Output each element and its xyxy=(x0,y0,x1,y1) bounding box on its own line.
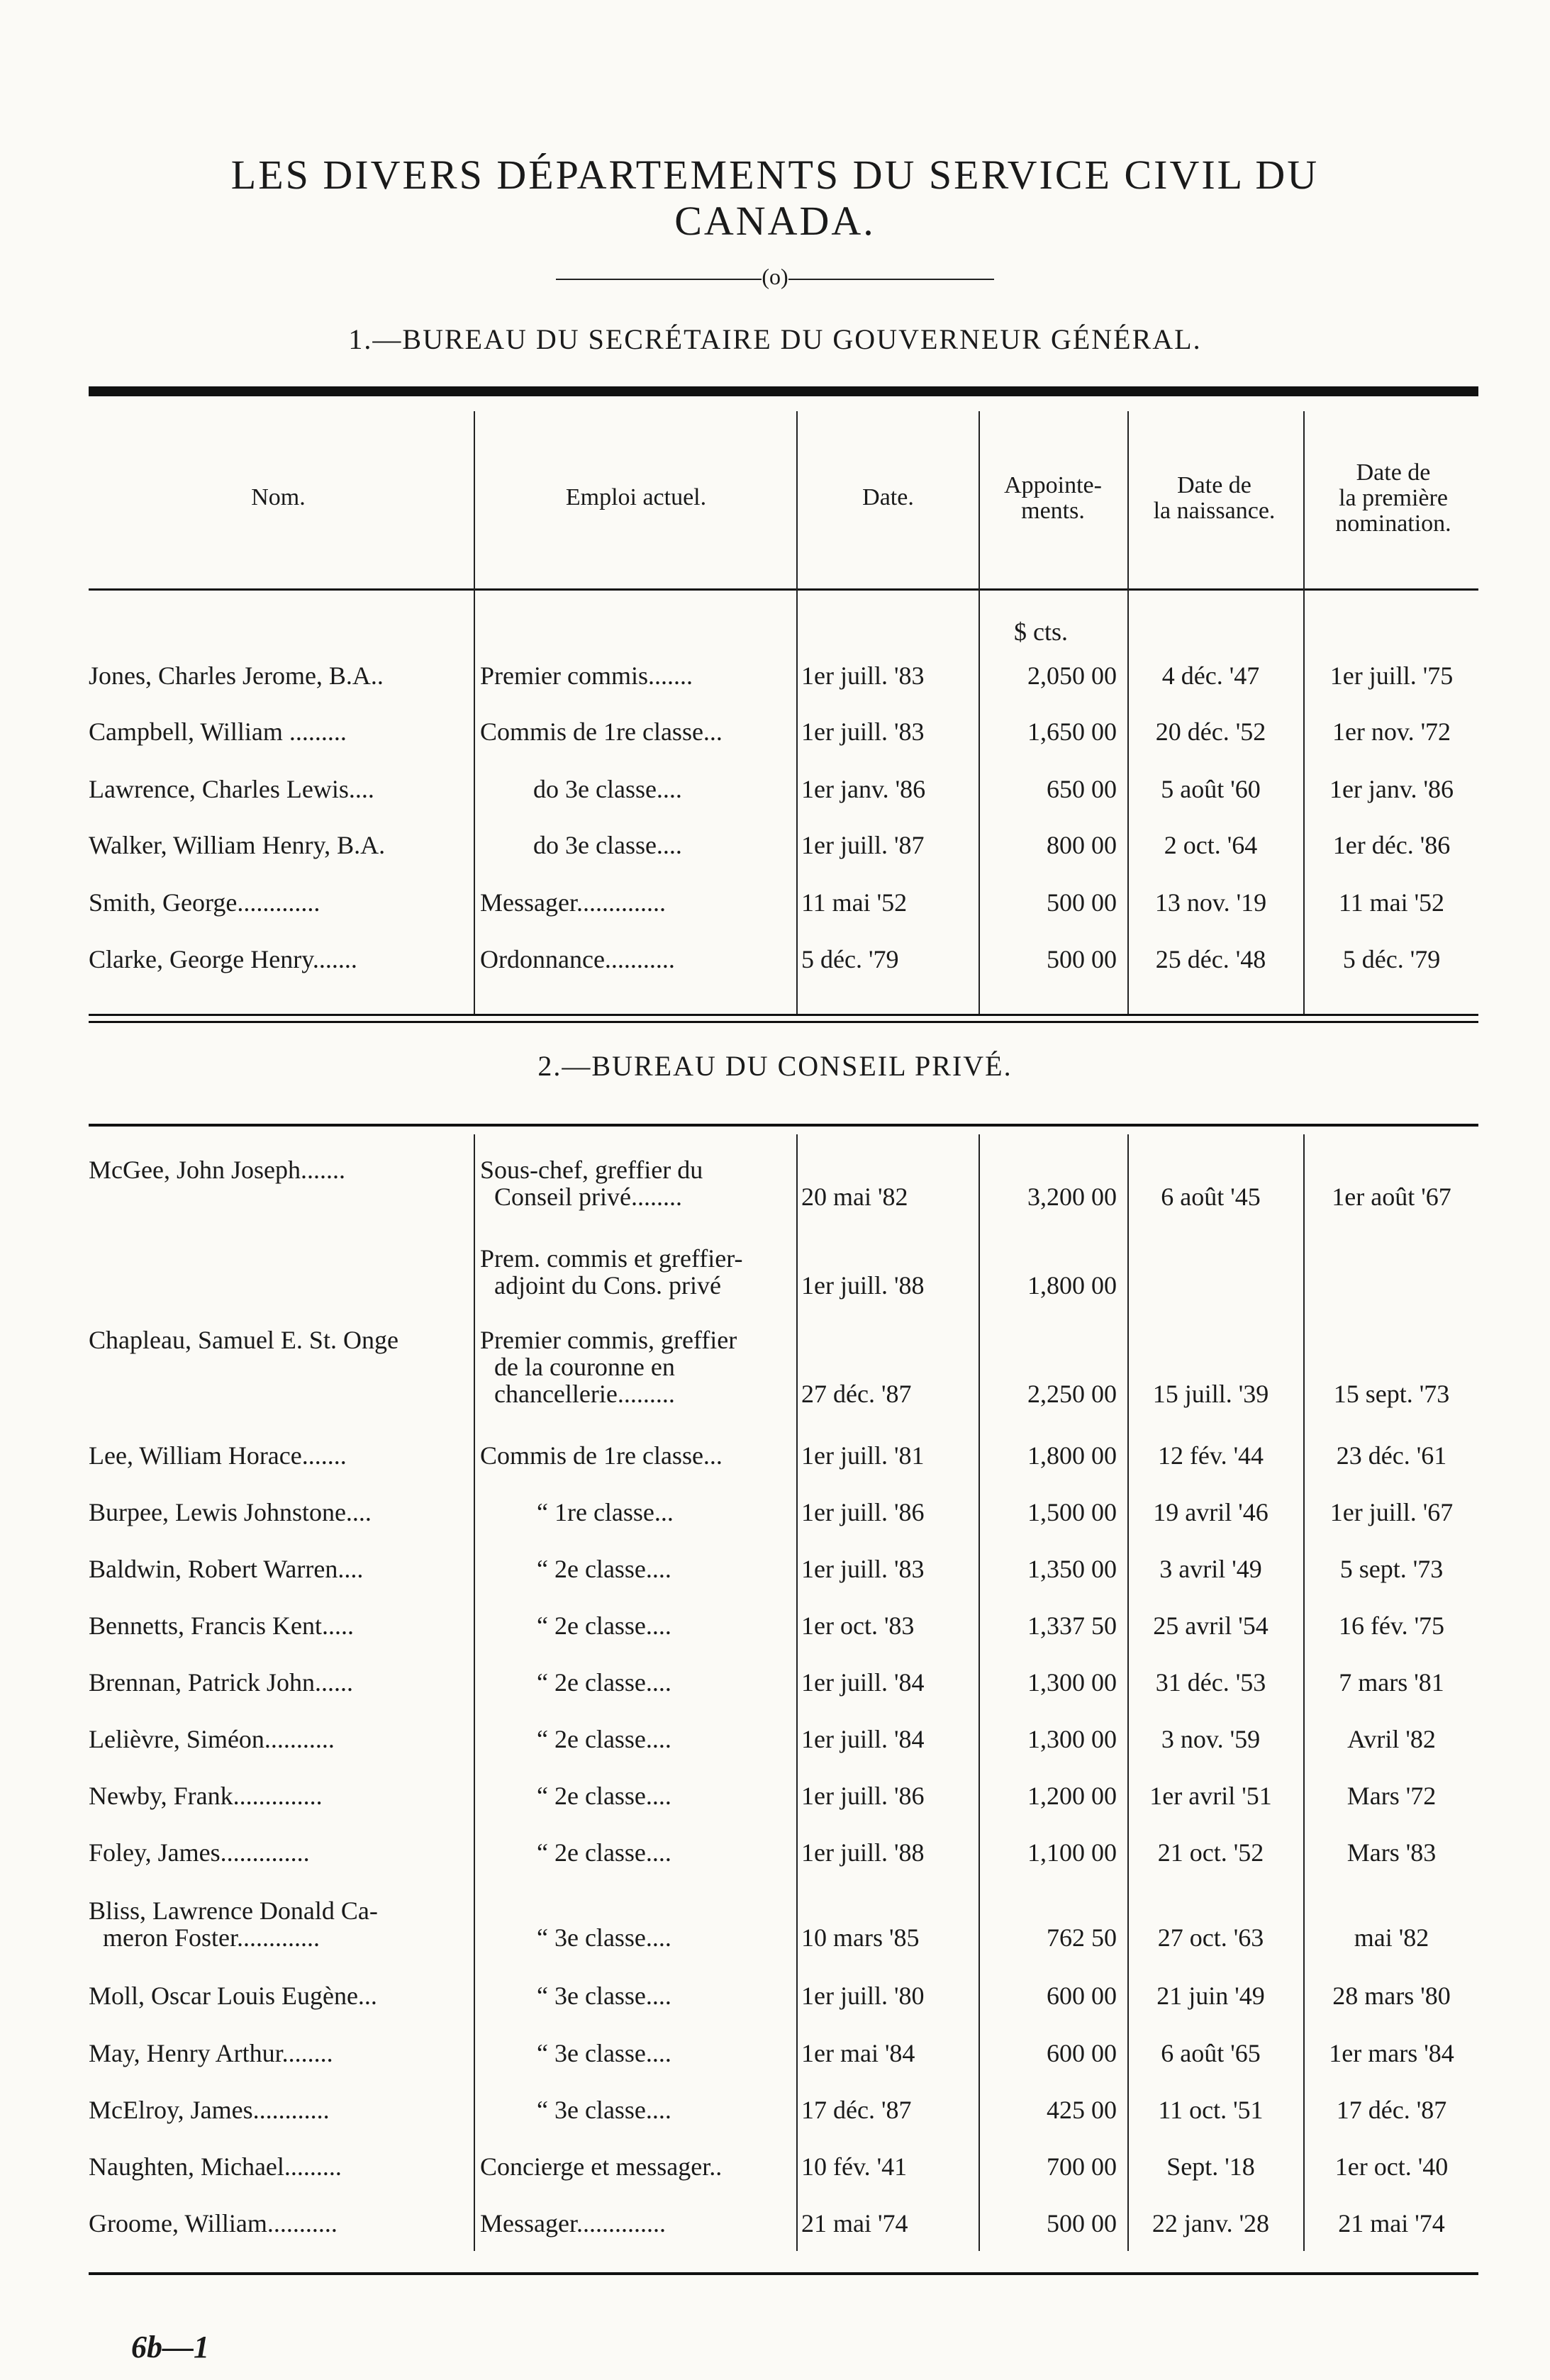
page-title-line1: LES DIVERS DÉPARTEMENTS DU SERVICE CIVIL DU xyxy=(230,152,1320,198)
cell-nomination: Avril '82 xyxy=(1347,1725,1436,1753)
cell-birth: 3 nov. '59 xyxy=(1161,1725,1261,1753)
header-bottom-rule xyxy=(89,588,1478,591)
cell-emploi: “ 2e classe.... xyxy=(537,1838,671,1867)
cell-name: Brennan, Patrick John...... xyxy=(89,1668,353,1697)
cell-date: 27 déc. '87 xyxy=(801,1380,912,1408)
cell-amount: 1,337 50 xyxy=(1027,1611,1117,1640)
currency-header: $ cts. xyxy=(1014,618,1068,646)
cell-emploi: “ 2e classe.... xyxy=(537,1782,671,1810)
cell-birth: 6 août '65 xyxy=(1161,2039,1261,2067)
cell-emploi: Messager.............. xyxy=(480,2209,666,2237)
section1-title: 1.—BUREAU DU SECRÉTAIRE DU GOUVERNEUR GÉNÉRAL. xyxy=(348,323,1202,355)
cell-birth: 13 nov. '19 xyxy=(1154,888,1267,917)
cell-birth: 15 juill. '39 xyxy=(1152,1380,1269,1408)
cell-nomination: 23 déc. '61 xyxy=(1336,1441,1447,1470)
header-emploi: Emploi actuel. xyxy=(565,484,707,510)
cell-amount: 1,800 00 xyxy=(1027,1441,1117,1470)
cell-name: Walker, William Henry, B.A. xyxy=(89,831,386,859)
cell-emploi: “ 3e classe.... xyxy=(537,2096,671,2124)
column-divider xyxy=(1127,411,1129,1014)
cell-emploi: “ 3e classe.... xyxy=(537,1923,671,1952)
header-appointements-2: ments. xyxy=(1021,498,1085,524)
section1-bottom-rule xyxy=(89,1014,1478,1016)
cell-birth: 5 août '60 xyxy=(1161,775,1261,803)
column-divider xyxy=(796,411,798,1014)
cell-emploi: “ 2e classe.... xyxy=(537,1668,671,1697)
cell-amount: 2,250 00 xyxy=(1027,1380,1117,1408)
cell-emploi-line2: adjoint du Cons. privé xyxy=(494,1271,721,1300)
cell-name: Foley, James.............. xyxy=(89,1838,310,1867)
cell-birth: 3 avril '49 xyxy=(1159,1555,1262,1583)
cell-name: McGee, John Joseph....... xyxy=(89,1156,345,1184)
column-divider xyxy=(474,411,475,1014)
cell-emploi: do 3e classe.... xyxy=(533,775,682,803)
cell-birth: 12 fév. '44 xyxy=(1157,1441,1264,1470)
cell-amount: 1,300 00 xyxy=(1027,1668,1117,1697)
separator-mark: (o) xyxy=(762,264,788,289)
cell-amount: 500 00 xyxy=(1047,945,1117,973)
cell-emploi: do 3e classe.... xyxy=(533,831,682,859)
cell-name: Moll, Oscar Louis Eugène... xyxy=(89,1982,377,2010)
cell-name: Lee, William Horace....... xyxy=(89,1441,347,1470)
cell-amount: 1,200 00 xyxy=(1027,1782,1117,1810)
section1-bottom-rule xyxy=(89,1021,1478,1023)
cell-birth: 20 déc. '52 xyxy=(1155,717,1266,746)
cell-name: McElroy, James............ xyxy=(89,2096,330,2124)
cell-amount: 1,300 00 xyxy=(1027,1725,1117,1753)
cell-date: 1er juill. '88 xyxy=(801,1838,925,1867)
cell-birth: 21 oct. '52 xyxy=(1157,1838,1264,1867)
cell-nomination: 1er oct. '40 xyxy=(1334,2152,1449,2181)
cell-name-line2: meron Foster............. xyxy=(103,1923,320,1952)
cell-name: Lawrence, Charles Lewis.... xyxy=(89,775,374,803)
cell-date: 5 déc. '79 xyxy=(801,945,899,973)
cell-date: 1er mai '84 xyxy=(801,2039,915,2067)
cell-nomination: 1er juill. '67 xyxy=(1329,1498,1454,1526)
page-title-line2: CANADA. xyxy=(674,198,876,244)
cell-amount: 762 50 xyxy=(1047,1923,1117,1952)
cell-nomination: 1er janv. '86 xyxy=(1329,775,1454,803)
cell-birth: 27 oct. '63 xyxy=(1157,1923,1264,1952)
cell-date: 1er juill. '83 xyxy=(801,1555,925,1583)
cell-name: Naughten, Michael......... xyxy=(89,2152,342,2181)
header-naissance-1: Date de xyxy=(1177,472,1251,498)
cell-date: 1er janv. '86 xyxy=(801,775,926,803)
cell-date: 1er juill. '86 xyxy=(801,1782,925,1810)
cell-birth: 25 avril '54 xyxy=(1153,1611,1269,1640)
cell-birth: 19 avril '46 xyxy=(1153,1498,1269,1526)
cell-emploi-line1: Prem. commis et greffier- xyxy=(480,1244,743,1273)
cell-name: Groome, William........... xyxy=(89,2209,338,2237)
cell-amount: 800 00 xyxy=(1047,831,1117,859)
cell-name: Newby, Frank.............. xyxy=(89,1782,323,1810)
cell-birth: 21 juin '49 xyxy=(1156,1982,1265,2010)
cell-nomination: mai '82 xyxy=(1354,1923,1429,1952)
cell-birth: 1er avril '51 xyxy=(1149,1782,1272,1810)
separator-line-left xyxy=(556,279,762,280)
cell-amount: 1,100 00 xyxy=(1027,1838,1117,1867)
cell-emploi: Messager.............. xyxy=(480,888,666,917)
cell-date: 10 fév. '41 xyxy=(801,2152,908,2181)
separator-line-right xyxy=(788,279,994,280)
cell-amount: 425 00 xyxy=(1047,2096,1117,2124)
cell-date: 17 déc. '87 xyxy=(801,2096,912,2124)
cell-emploi-line1: Sous-chef, greffier du xyxy=(480,1156,703,1184)
header-nomination-1: Date de xyxy=(1356,459,1431,486)
header-nomination-2: la première xyxy=(1339,485,1448,511)
cell-birth: 2 oct. '64 xyxy=(1164,831,1258,859)
cell-date: 11 mai '52 xyxy=(801,888,908,917)
column-divider xyxy=(796,1134,798,2251)
cell-emploi: Premier commis....... xyxy=(480,661,693,690)
cell-amount: 650 00 xyxy=(1047,775,1117,803)
header-appointements-1: Appointe- xyxy=(1004,472,1102,498)
cell-nomination: 11 mai '52 xyxy=(1338,888,1445,917)
cell-nomination: 17 déc. '87 xyxy=(1336,2096,1447,2124)
cell-amount: 500 00 xyxy=(1047,888,1117,917)
cell-date: 1er juill. '84 xyxy=(801,1725,925,1753)
cell-name: Smith, George............. xyxy=(89,888,320,917)
cell-nomination: 1er nov. '72 xyxy=(1332,717,1451,746)
section1-top-rule xyxy=(89,386,1478,396)
cell-date: 1er juill. '88 xyxy=(801,1271,925,1300)
cell-name-line1: Bliss, Lawrence Donald Ca- xyxy=(89,1896,378,1925)
cell-date: 21 mai '74 xyxy=(801,2209,908,2237)
cell-nomination: 1er juill. '75 xyxy=(1329,661,1454,690)
cell-amount: 600 00 xyxy=(1047,1982,1117,2010)
cell-nomination: Mars '72 xyxy=(1347,1782,1437,1810)
cell-date: 1er oct. '83 xyxy=(801,1611,915,1640)
section2-top-rule xyxy=(89,1124,1478,1127)
cell-nomination: 28 mars '80 xyxy=(1332,1982,1451,2010)
cell-amount: 500 00 xyxy=(1047,2209,1117,2237)
cell-nomination: 1er mars '84 xyxy=(1329,2039,1454,2067)
cell-date: 1er juill. '86 xyxy=(801,1498,925,1526)
cell-date: 1er juill. '83 xyxy=(801,661,925,690)
cell-nomination: 7 mars '81 xyxy=(1339,1668,1444,1697)
cell-date: 10 mars '85 xyxy=(801,1923,920,1952)
cell-emploi: “ 2e classe.... xyxy=(537,1725,671,1753)
cell-emploi: “ 2e classe.... xyxy=(537,1611,671,1640)
cell-date: 1er juill. '84 xyxy=(801,1668,925,1697)
cell-name: Burpee, Lewis Johnstone.... xyxy=(89,1498,372,1526)
cell-nomination: Mars '83 xyxy=(1347,1838,1437,1867)
header-nomination-3: nomination. xyxy=(1335,510,1451,537)
cell-emploi-line2: de la couronne en xyxy=(494,1353,675,1381)
cell-name: Chapleau, Samuel E. St. Onge xyxy=(89,1326,398,1354)
cell-birth: 6 août '45 xyxy=(1161,1183,1261,1211)
cell-name: Clarke, George Henry....... xyxy=(89,945,357,973)
header-date: Date. xyxy=(862,484,914,510)
cell-amount: 1,500 00 xyxy=(1027,1498,1117,1526)
cell-nomination: 21 mai '74 xyxy=(1338,2209,1445,2237)
cell-nomination: 1er août '67 xyxy=(1332,1183,1451,1211)
column-divider xyxy=(978,1134,980,2251)
cell-name: May, Henry Arthur........ xyxy=(89,2039,333,2067)
cell-name: Jones, Charles Jerome, B.A.. xyxy=(89,661,384,690)
cell-emploi-line1: Premier commis, greffier xyxy=(480,1326,737,1354)
cell-birth: 22 janv. '28 xyxy=(1152,2209,1270,2237)
cell-name: Bennetts, Francis Kent..... xyxy=(89,1611,354,1640)
cell-name: Campbell, William ......... xyxy=(89,717,347,746)
cell-amount: 600 00 xyxy=(1047,2039,1117,2067)
section2-bottom-rule xyxy=(89,2272,1478,2275)
cell-date: 20 mai '82 xyxy=(801,1183,908,1211)
cell-amount: 2,050 00 xyxy=(1027,661,1117,690)
cell-emploi: Commis de 1re classe... xyxy=(480,1441,723,1470)
cell-birth: 25 déc. '48 xyxy=(1155,945,1266,973)
cell-nomination: 1er déc. '86 xyxy=(1332,831,1451,859)
cell-date: 1er juill. '87 xyxy=(801,831,925,859)
column-divider xyxy=(978,411,980,1014)
cell-emploi: “ 1re classe... xyxy=(537,1498,674,1526)
cell-amount: 3,200 00 xyxy=(1027,1183,1117,1211)
cell-emploi: Concierge et messager.. xyxy=(480,2152,723,2181)
cell-birth: Sept. '18 xyxy=(1166,2152,1255,2181)
cell-nomination: 5 déc. '79 xyxy=(1342,945,1441,973)
cell-amount: 1,350 00 xyxy=(1027,1555,1117,1583)
column-divider xyxy=(474,1134,475,2251)
cell-emploi: “ 3e classe.... xyxy=(537,2039,671,2067)
cell-emploi-line2: Conseil privé........ xyxy=(494,1183,682,1211)
cell-birth: 31 déc. '53 xyxy=(1155,1668,1266,1697)
cell-nomination: 15 sept. '73 xyxy=(1333,1380,1450,1408)
cell-amount: 1,800 00 xyxy=(1027,1271,1117,1300)
cell-name: Lelièvre, Siméon........... xyxy=(89,1725,335,1753)
cell-name: Baldwin, Robert Warren.... xyxy=(89,1555,364,1583)
cell-nomination: 16 fév. '75 xyxy=(1338,1611,1445,1640)
cell-birth: 4 déc. '47 xyxy=(1161,661,1260,690)
cell-date: 1er juill. '83 xyxy=(801,717,925,746)
cell-emploi: Ordonnance........... xyxy=(480,945,675,973)
section2-title: 2.—BUREAU DU CONSEIL PRIVÉ. xyxy=(537,1050,1013,1082)
title-separator xyxy=(0,264,1550,290)
cell-date: 1er juill. '81 xyxy=(801,1441,925,1470)
page-footer-signature: 6b—1 xyxy=(131,2330,209,2364)
cell-amount: 700 00 xyxy=(1047,2152,1117,2181)
header-naissance-2: la naissance. xyxy=(1153,498,1276,524)
cell-amount: 1,650 00 xyxy=(1027,717,1117,746)
cell-emploi: “ 2e classe.... xyxy=(537,1555,671,1583)
column-divider xyxy=(1303,1134,1305,2251)
cell-emploi: Commis de 1re classe... xyxy=(480,717,723,746)
cell-emploi: “ 3e classe.... xyxy=(537,1982,671,2010)
column-divider xyxy=(1303,411,1305,1014)
header-nom: Nom. xyxy=(251,484,306,510)
cell-nomination: 5 sept. '73 xyxy=(1339,1555,1444,1583)
cell-emploi-line3: chancellerie......... xyxy=(494,1380,675,1408)
cell-birth: 11 oct. '51 xyxy=(1158,2096,1264,2124)
column-divider xyxy=(1127,1134,1129,2251)
cell-date: 1er juill. '80 xyxy=(801,1982,925,2010)
